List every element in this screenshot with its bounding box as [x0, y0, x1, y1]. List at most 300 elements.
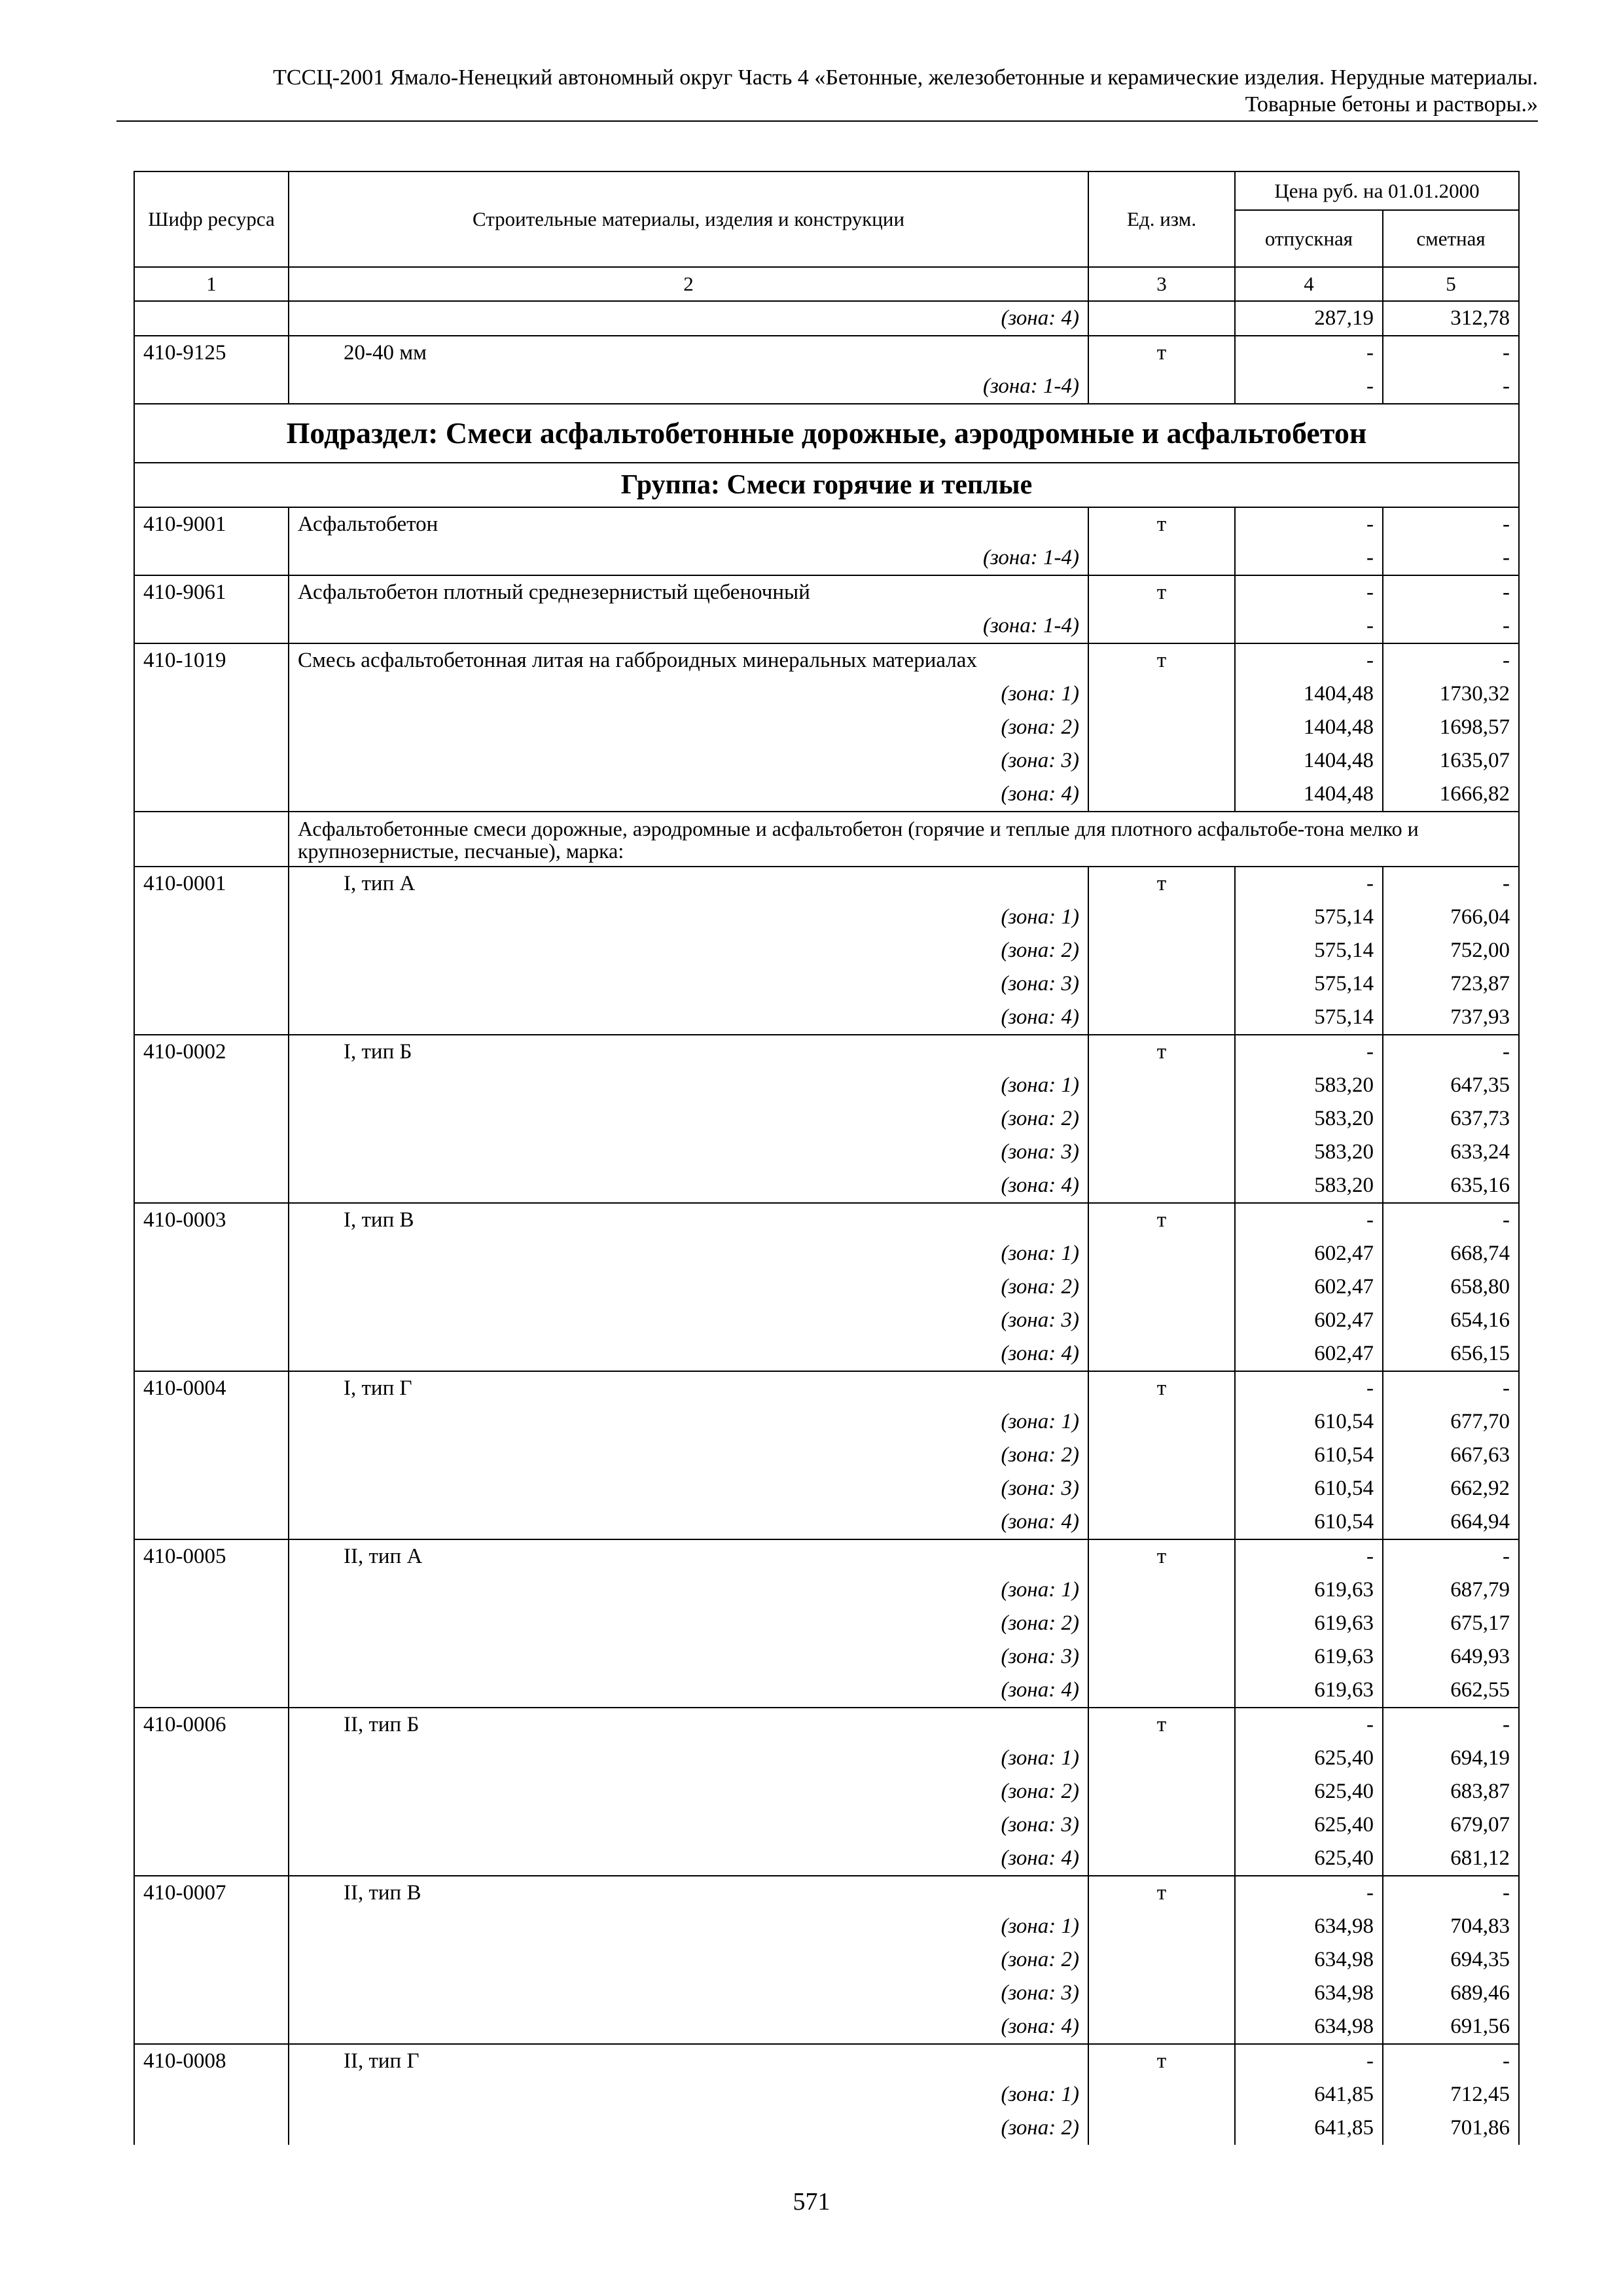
- col-header-name: Строительные материалы, изделия и конструкции: [289, 171, 1088, 267]
- cell-unit: [1088, 2010, 1235, 2044]
- price-table: [134, 171, 1520, 2145]
- col-header-price-group: Цена руб. на 01.01.2000: [1235, 171, 1519, 210]
- cell-zone: (зона: 4): [289, 1337, 1088, 1371]
- cell-code: [134, 541, 289, 575]
- cell-price-estimate: 694,35: [1383, 1943, 1519, 1977]
- cell-price-estimate: 691,56: [1383, 2010, 1519, 2044]
- cell-price-estimate: 683,87: [1383, 1775, 1519, 1808]
- cell-code: [134, 901, 289, 934]
- zone-row: [134, 2010, 1519, 2044]
- cell-unit: [1088, 1607, 1235, 1640]
- cell-code: [134, 609, 289, 643]
- cell-zone: (зона: 3): [289, 744, 1088, 778]
- cell-code: 410-0005: [134, 1539, 289, 1573]
- table-row: [134, 643, 1519, 677]
- cell-price-estimate: -: [1383, 1203, 1519, 1237]
- zone-row: [134, 1910, 1519, 1943]
- cell-price-release: 575,14: [1235, 934, 1383, 967]
- zone-row: [134, 1337, 1519, 1371]
- cell-price-estimate: 658,80: [1383, 1270, 1519, 1304]
- cell-unit: т: [1088, 507, 1235, 541]
- cell-price-release: 619,63: [1235, 1640, 1383, 1674]
- cell-unit: т: [1088, 575, 1235, 609]
- cell-zone: (зона: 4): [289, 1674, 1088, 1708]
- zone-row: [134, 901, 1519, 934]
- cell-price-estimate: -: [1383, 1371, 1519, 1405]
- table-row: [134, 336, 1519, 370]
- cell-name: II, тип В: [289, 1876, 1088, 1910]
- cell-unit: [1088, 1808, 1235, 1842]
- zone-row: [134, 1304, 1519, 1337]
- cell-unit: [1088, 1505, 1235, 1539]
- cell-price-release: -: [1235, 1539, 1383, 1573]
- cell-price-estimate: -: [1383, 867, 1519, 901]
- cell-unit: [1088, 1573, 1235, 1607]
- cell-price-release: -: [1235, 1708, 1383, 1742]
- cell-unit: [1088, 1842, 1235, 1876]
- col-number-4: 4: [1235, 267, 1383, 301]
- cell-price-release: 602,47: [1235, 1270, 1383, 1304]
- cell-zone: (зона: 1-4): [289, 609, 1088, 643]
- cell-unit: [1088, 1943, 1235, 1977]
- cell-zone: (зона: 2): [289, 711, 1088, 744]
- cell-code: [134, 1977, 289, 2010]
- page-header: [116, 64, 1538, 122]
- cell-zone: (зона: 4): [289, 778, 1088, 812]
- cell-unit: [1088, 1270, 1235, 1304]
- cell-price-estimate: 662,55: [1383, 1674, 1519, 1708]
- cell-code: [134, 1136, 289, 1169]
- table-row: [134, 1371, 1519, 1405]
- cell-price-estimate: -: [1383, 541, 1519, 575]
- cell-unit: т: [1088, 336, 1235, 370]
- zone-row: [134, 1439, 1519, 1472]
- cell-price-estimate: 656,15: [1383, 1337, 1519, 1371]
- cell-price-release: -: [1235, 867, 1383, 901]
- col-header-code: Шифр ресурса: [134, 171, 289, 267]
- zone-row: [134, 711, 1519, 744]
- cell-unit: [1088, 1001, 1235, 1035]
- cell-unit: [1088, 934, 1235, 967]
- cell-price-release: 634,98: [1235, 2010, 1383, 2044]
- cell-zone: (зона: 3): [289, 1808, 1088, 1842]
- cell-code: [134, 1607, 289, 1640]
- cell-price-estimate: 667,63: [1383, 1439, 1519, 1472]
- cell-price-estimate: -: [1383, 2044, 1519, 2078]
- cell-zone: (зона: 4): [289, 2010, 1088, 2044]
- zone-row: [134, 1842, 1519, 1876]
- cell-price-estimate: -: [1383, 575, 1519, 609]
- cell-code: 410-0003: [134, 1203, 289, 1237]
- cell-code: 410-0007: [134, 1876, 289, 1910]
- cell-code: [134, 1337, 289, 1371]
- cell-zone: (зона: 1): [289, 2078, 1088, 2111]
- cell-price-release: 575,14: [1235, 1001, 1383, 1035]
- cell-unit: [1088, 711, 1235, 744]
- cell-unit: [1088, 1439, 1235, 1472]
- cell-price-estimate: -: [1383, 1708, 1519, 1742]
- cell-zone: (зона: 2): [289, 1102, 1088, 1136]
- cell-code: [134, 778, 289, 812]
- zone-row: [134, 1775, 1519, 1808]
- cell-price-release: 1404,48: [1235, 711, 1383, 744]
- cell-unit: [1088, 1977, 1235, 2010]
- zone-row: [134, 1069, 1519, 1102]
- cell-price-release: 602,47: [1235, 1304, 1383, 1337]
- cell-price-release: 602,47: [1235, 1237, 1383, 1270]
- zone-row: [134, 934, 1519, 967]
- cell-name: Асфальтобетон: [289, 507, 1088, 541]
- cell-price-estimate: 723,87: [1383, 967, 1519, 1001]
- cell-price-estimate: 701,86: [1383, 2111, 1519, 2145]
- cell-unit: [1088, 609, 1235, 643]
- col-number-1: 1: [134, 267, 289, 301]
- table-row: [134, 575, 1519, 609]
- cell-unit: [1088, 778, 1235, 812]
- cell-price-estimate: -: [1383, 643, 1519, 677]
- cell-code: [134, 370, 289, 404]
- cell-price-release: 1404,48: [1235, 744, 1383, 778]
- zone-row: [134, 778, 1519, 812]
- cell-code: [134, 677, 289, 711]
- cell-code: [134, 711, 289, 744]
- cell-price-estimate: 312,78: [1383, 301, 1519, 336]
- cell-price-release: 610,54: [1235, 1439, 1383, 1472]
- cell-zone: (зона: 3): [289, 1136, 1088, 1169]
- table-row: [134, 507, 1519, 541]
- cell-price-release: 575,14: [1235, 901, 1383, 934]
- cell-price-estimate: 649,93: [1383, 1640, 1519, 1674]
- cell-code: 410-9001: [134, 507, 289, 541]
- cell-code: [134, 812, 289, 867]
- cell-unit: [1088, 1775, 1235, 1808]
- cell-price-estimate: 694,19: [1383, 1742, 1519, 1775]
- cell-unit: т: [1088, 1708, 1235, 1742]
- cell-price-release: 625,40: [1235, 1808, 1383, 1842]
- zone-row: [134, 1640, 1519, 1674]
- cell-code: [134, 1102, 289, 1136]
- cell-zone: (зона: 1): [289, 1910, 1088, 1943]
- cell-price-release: 583,20: [1235, 1136, 1383, 1169]
- cell-price-release: 602,47: [1235, 1337, 1383, 1371]
- zone-row: [134, 1742, 1519, 1775]
- cell-price-release: 287,19: [1235, 301, 1383, 336]
- cell-price-release: 610,54: [1235, 1472, 1383, 1505]
- cell-zone: (зона: 2): [289, 1943, 1088, 1977]
- table-row: [134, 2044, 1519, 2078]
- cell-unit: [1088, 1742, 1235, 1775]
- zone-row: [134, 609, 1519, 643]
- cell-unit: [1088, 1069, 1235, 1102]
- zone-row: [134, 1405, 1519, 1439]
- cell-code: [134, 1640, 289, 1674]
- zone-row: [134, 744, 1519, 778]
- cell-unit: т: [1088, 1539, 1235, 1573]
- cell-price-estimate: 1666,82: [1383, 778, 1519, 812]
- zone-row: [134, 1472, 1519, 1505]
- cell-code: [134, 1505, 289, 1539]
- cell-unit: [1088, 541, 1235, 575]
- cell-zone: (зона: 3): [289, 1640, 1088, 1674]
- zone-row: [134, 1607, 1519, 1640]
- zone-row: [134, 1674, 1519, 1708]
- zone-row: [134, 1102, 1519, 1136]
- cell-unit: т: [1088, 1371, 1235, 1405]
- table-row: [134, 1876, 1519, 1910]
- cell-price-estimate: 647,35: [1383, 1069, 1519, 1102]
- cell-price-release: -: [1235, 336, 1383, 370]
- cell-price-estimate: 679,07: [1383, 1808, 1519, 1842]
- cell-zone: (зона: 4): [289, 1001, 1088, 1035]
- zone-row: [134, 1943, 1519, 1977]
- cell-unit: [1088, 301, 1235, 336]
- cell-unit: т: [1088, 1203, 1235, 1237]
- cell-price-release: 619,63: [1235, 1674, 1383, 1708]
- zone-row: [134, 301, 1519, 336]
- col-header-unit: Ед. изм.: [1088, 171, 1235, 267]
- description-text: Асфальтобетонные смеси дорожные, аэродромные и асфальтобетон (горячие и теплые для плотного асфальтобе-тона мелко и крупнозернистые, песчаные), марка:: [289, 812, 1519, 867]
- cell-unit: [1088, 1405, 1235, 1439]
- cell-price-estimate: -: [1383, 507, 1519, 541]
- cell-price-release: -: [1235, 541, 1383, 575]
- cell-code: [134, 1405, 289, 1439]
- col-header-price-estimate: сметная: [1383, 210, 1519, 267]
- cell-name: I, тип Г: [289, 1371, 1088, 1405]
- cell-price-estimate: -: [1383, 1539, 1519, 1573]
- cell-zone: (зона: 2): [289, 934, 1088, 967]
- cell-price-release: 634,98: [1235, 1977, 1383, 2010]
- cell-code: [134, 2010, 289, 2044]
- cell-code: [134, 934, 289, 967]
- header-line-1: ТССЦ-2001 Ямало-Ненецкий автономный округ Часть 4 «Бетонные, железобетонные и керамические изделия. Нерудные материалы.: [273, 65, 1538, 90]
- cell-price-estimate: 737,93: [1383, 1001, 1519, 1035]
- cell-code: [134, 1573, 289, 1607]
- cell-price-release: 1404,48: [1235, 677, 1383, 711]
- cell-code: [134, 1842, 289, 1876]
- cell-price-estimate: 681,12: [1383, 1842, 1519, 1876]
- cell-unit: т: [1088, 867, 1235, 901]
- group-row: [134, 463, 1519, 507]
- cell-price-estimate: 654,16: [1383, 1304, 1519, 1337]
- cell-price-release: 1404,48: [1235, 778, 1383, 812]
- zone-row: [134, 1573, 1519, 1607]
- table-row: [134, 1035, 1519, 1069]
- cell-price-estimate: 635,16: [1383, 1169, 1519, 1203]
- description-row: [134, 812, 1519, 867]
- cell-zone: (зона: 1): [289, 1742, 1088, 1775]
- cell-price-release: -: [1235, 1203, 1383, 1237]
- cell-code: [134, 2078, 289, 2111]
- cell-price-estimate: -: [1383, 336, 1519, 370]
- cell-zone: (зона: 1): [289, 1573, 1088, 1607]
- cell-unit: [1088, 1910, 1235, 1943]
- col-header-price-release: отпускная: [1235, 210, 1383, 267]
- zone-row: [134, 967, 1519, 1001]
- cell-unit: [1088, 2111, 1235, 2145]
- cell-name: I, тип Б: [289, 1035, 1088, 1069]
- cell-zone: (зона: 4): [289, 1842, 1088, 1876]
- cell-zone: (зона: 2): [289, 1270, 1088, 1304]
- cell-zone: (зона: 1): [289, 1237, 1088, 1270]
- cell-zone: (зона: 4): [289, 301, 1088, 336]
- zone-row: [134, 1505, 1519, 1539]
- cell-code: [134, 1439, 289, 1472]
- cell-code: [134, 967, 289, 1001]
- cell-price-estimate: 687,79: [1383, 1573, 1519, 1607]
- cell-price-estimate: 637,73: [1383, 1102, 1519, 1136]
- zone-row: [134, 1977, 1519, 2010]
- cell-price-estimate: 668,74: [1383, 1237, 1519, 1270]
- cell-price-release: 641,85: [1235, 2111, 1383, 2145]
- cell-code: 410-0008: [134, 2044, 289, 2078]
- zone-row: [134, 2111, 1519, 2145]
- cell-price-estimate: 704,83: [1383, 1910, 1519, 1943]
- cell-price-release: -: [1235, 1035, 1383, 1069]
- cell-price-release: 583,20: [1235, 1169, 1383, 1203]
- cell-name: II, тип Г: [289, 2044, 1088, 2078]
- cell-unit: [1088, 677, 1235, 711]
- cell-price-release: -: [1235, 575, 1383, 609]
- table-row: [134, 867, 1519, 901]
- cell-code: [134, 301, 289, 336]
- cell-price-release: 634,98: [1235, 1910, 1383, 1943]
- col-number-5: 5: [1383, 267, 1519, 301]
- cell-unit: [1088, 1304, 1235, 1337]
- cell-price-estimate: 1635,07: [1383, 744, 1519, 778]
- cell-unit: т: [1088, 643, 1235, 677]
- header-line-2: Товарные бетоны и растворы.»: [1245, 92, 1538, 117]
- cell-unit: [1088, 1674, 1235, 1708]
- cell-price-release: 583,20: [1235, 1069, 1383, 1102]
- cell-price-release: -: [1235, 1371, 1383, 1405]
- cell-code: [134, 1808, 289, 1842]
- cell-code: [134, 1069, 289, 1102]
- cell-unit: [1088, 1136, 1235, 1169]
- cell-code: [134, 2111, 289, 2145]
- cell-unit: [1088, 901, 1235, 934]
- cell-zone: (зона: 1-4): [289, 541, 1088, 575]
- cell-price-estimate: -: [1383, 1876, 1519, 1910]
- cell-price-release: 625,40: [1235, 1775, 1383, 1808]
- cell-price-release: 634,98: [1235, 1943, 1383, 1977]
- cell-code: [134, 1943, 289, 1977]
- table-row: [134, 1708, 1519, 1742]
- cell-price-estimate: -: [1383, 609, 1519, 643]
- cell-name: II, тип А: [289, 1539, 1088, 1573]
- cell-name: 20-40 мм: [289, 336, 1088, 370]
- cell-price-estimate: -: [1383, 370, 1519, 404]
- cell-price-estimate: 752,00: [1383, 934, 1519, 967]
- subsection-row: [134, 404, 1519, 463]
- cell-name: I, тип В: [289, 1203, 1088, 1237]
- zone-row: [134, 1237, 1519, 1270]
- cell-code: [134, 1001, 289, 1035]
- cell-price-release: 625,40: [1235, 1842, 1383, 1876]
- cell-price-release: 641,85: [1235, 2078, 1383, 2111]
- cell-code: [134, 1169, 289, 1203]
- cell-code: [134, 744, 289, 778]
- cell-price-release: -: [1235, 2044, 1383, 2078]
- cell-price-estimate: 675,17: [1383, 1607, 1519, 1640]
- cell-price-release: -: [1235, 370, 1383, 404]
- cell-unit: [1088, 967, 1235, 1001]
- cell-zone: (зона: 1-4): [289, 370, 1088, 404]
- cell-price-release: 610,54: [1235, 1405, 1383, 1439]
- cell-zone: (зона: 3): [289, 1977, 1088, 2010]
- cell-zone: (зона: 2): [289, 1607, 1088, 1640]
- cell-price-release: 619,63: [1235, 1573, 1383, 1607]
- cell-price-release: 610,54: [1235, 1505, 1383, 1539]
- cell-code: [134, 1910, 289, 1943]
- cell-price-estimate: 633,24: [1383, 1136, 1519, 1169]
- cell-price-release: -: [1235, 643, 1383, 677]
- cell-zone: (зона: 3): [289, 1472, 1088, 1505]
- cell-unit: [1088, 744, 1235, 778]
- cell-zone: (зона: 4): [289, 1169, 1088, 1203]
- cell-code: [134, 1674, 289, 1708]
- cell-price-estimate: 712,45: [1383, 2078, 1519, 2111]
- cell-price-estimate: 689,46: [1383, 1977, 1519, 2010]
- cell-unit: [1088, 1169, 1235, 1203]
- cell-unit: [1088, 1102, 1235, 1136]
- zone-row: [134, 1808, 1519, 1842]
- subsection-title: Подраздел: Смеси асфальтобетонные дорожные, аэродромные и асфальтобетон: [134, 404, 1519, 463]
- cell-zone: (зона: 1): [289, 901, 1088, 934]
- col-number-3: 3: [1088, 267, 1235, 301]
- cell-zone: (зона: 3): [289, 967, 1088, 1001]
- table-header: [134, 171, 1519, 301]
- zone-row: [134, 677, 1519, 711]
- cell-price-release: -: [1235, 609, 1383, 643]
- cell-zone: (зона: 1): [289, 1069, 1088, 1102]
- zone-row: [134, 541, 1519, 575]
- cell-price-estimate: -: [1383, 1035, 1519, 1069]
- cell-price-estimate: 1730,32: [1383, 677, 1519, 711]
- cell-price-estimate: 662,92: [1383, 1472, 1519, 1505]
- cell-zone: (зона: 4): [289, 1505, 1088, 1539]
- cell-price-release: 625,40: [1235, 1742, 1383, 1775]
- cell-code: 410-0006: [134, 1708, 289, 1742]
- group-title: Группа: Смеси горячие и теплые: [134, 463, 1519, 507]
- cell-code: [134, 1270, 289, 1304]
- cell-name: II, тип Б: [289, 1708, 1088, 1742]
- cell-price-estimate: 1698,57: [1383, 711, 1519, 744]
- cell-code: 410-9125: [134, 336, 289, 370]
- cell-unit: [1088, 1472, 1235, 1505]
- cell-unit: [1088, 370, 1235, 404]
- cell-code: [134, 1472, 289, 1505]
- cell-code: [134, 1742, 289, 1775]
- cell-price-estimate: 664,94: [1383, 1505, 1519, 1539]
- cell-price-release: 583,20: [1235, 1102, 1383, 1136]
- table-body: [134, 301, 1519, 2145]
- cell-name: Асфальтобетон плотный среднезернистый щебеночный: [289, 575, 1088, 609]
- cell-unit: [1088, 1337, 1235, 1371]
- cell-unit: т: [1088, 2044, 1235, 2078]
- cell-code: 410-0004: [134, 1371, 289, 1405]
- cell-zone: (зона: 1): [289, 1405, 1088, 1439]
- cell-price-release: 619,63: [1235, 1607, 1383, 1640]
- cell-zone: (зона: 2): [289, 2111, 1088, 2145]
- cell-price-release: -: [1235, 1876, 1383, 1910]
- col-number-2: 2: [289, 267, 1088, 301]
- cell-code: [134, 1775, 289, 1808]
- cell-code: 410-1019: [134, 643, 289, 677]
- cell-code: 410-9061: [134, 575, 289, 609]
- zone-row: [134, 2078, 1519, 2111]
- cell-code: [134, 1237, 289, 1270]
- cell-name: Смесь асфальтобетонная литая на габброидных минеральных материалах: [289, 643, 1088, 677]
